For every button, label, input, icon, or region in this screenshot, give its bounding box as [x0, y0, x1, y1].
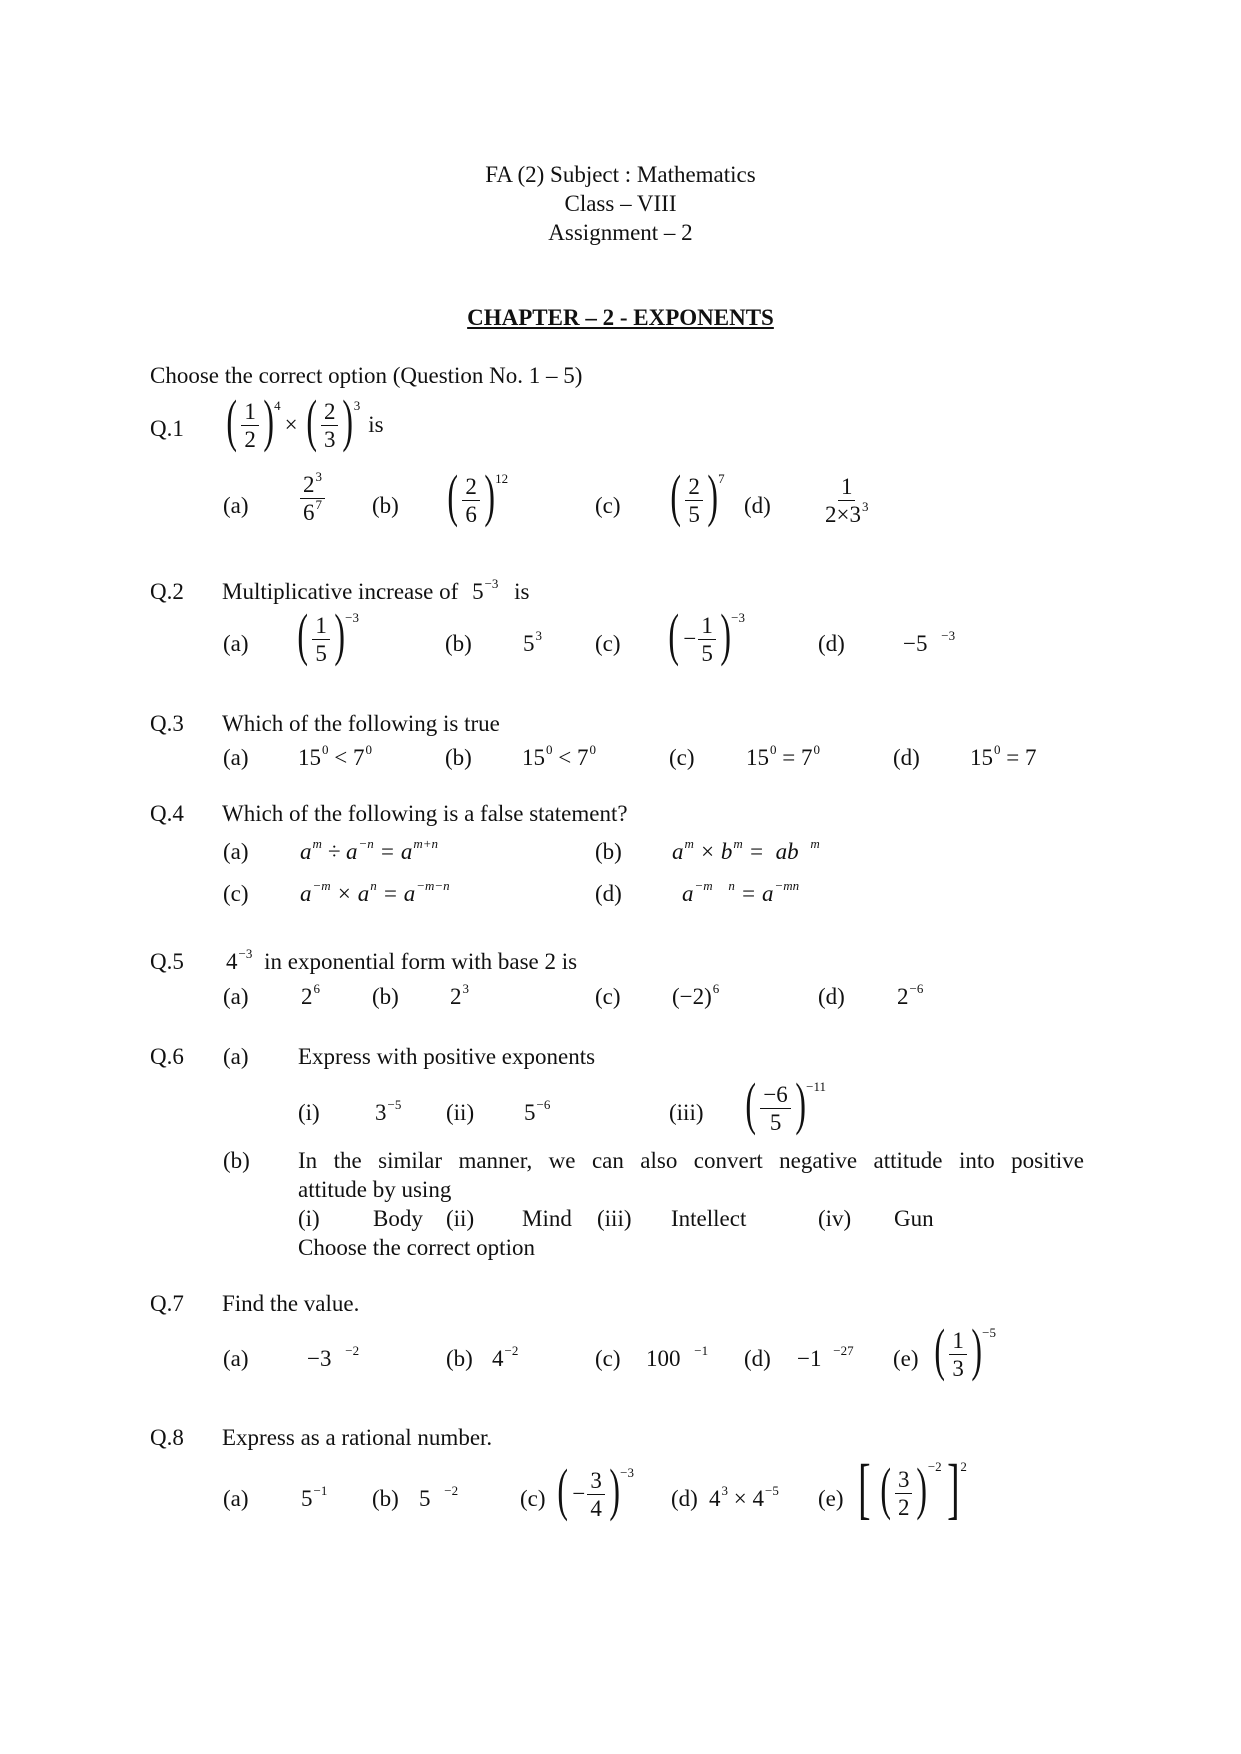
header-assignment: Assignment – 2: [548, 220, 693, 245]
q4-option-label: (b): [595, 839, 622, 864]
q6-option-text: Intellect: [671, 1206, 747, 1231]
q1-option-label: (b): [372, 493, 399, 518]
q5-option-label: (b): [372, 984, 399, 1009]
instruction: Choose the correct option (Question No. 1 – 5): [150, 363, 583, 388]
q3-option-a: $15^0 < 7^0$: [298, 742, 372, 770]
q6-option-text: Body: [373, 1206, 423, 1231]
q1-option-b: ( $\frac{2}{6}$ ) 12: [447, 463, 509, 528]
q5-option-b: $2^3$: [450, 981, 469, 1009]
q2-text: [222, 576, 530, 604]
q3-option-d: $15^0 = 7$: [970, 742, 1037, 770]
q6-sub-label: (iii): [669, 1100, 704, 1125]
q1-option-d: $\frac{1}{2\times 3^3}$: [825, 474, 869, 527]
q6-part-b-label: (b): [223, 1148, 250, 1173]
q8-text: Express as a rational number.: [222, 1425, 493, 1450]
q7-option-label: (a): [223, 1346, 249, 1371]
q4-option-label: (c): [223, 881, 249, 906]
q6-part-b-line2: attitude by using: [298, 1177, 452, 1202]
q8-option-e: [ ( $\frac{3}{2}$ ) −2 ] 2: [858, 1450, 967, 1526]
q2-suffix: is: [514, 579, 530, 604]
q6-option-label: (i): [298, 1206, 320, 1231]
q8-option-c: ( − $\frac{3}{4}$ ) −3: [557, 1457, 634, 1522]
q4-option-a: $a^m \div a^{-n} = a^{m+n}$: [300, 836, 438, 864]
q6-part-a-label: (a): [223, 1044, 249, 1069]
q8-option-label: (d): [671, 1486, 698, 1511]
q7-text: Find the value.: [222, 1291, 360, 1316]
q2-option-b: $5^3$: [523, 628, 542, 656]
q3-number: Q.3: [150, 711, 184, 736]
q7-option-label: (d): [744, 1346, 771, 1371]
q1-option-label: (c): [595, 493, 621, 518]
q4-option-label: (d): [595, 881, 622, 906]
q6-option-text: Mind: [522, 1206, 572, 1231]
q6-part-b-line1: In the similar manner, we can also convert negative attitude into positive: [298, 1148, 1084, 1173]
q5-option-d: $2^{-6}$: [897, 981, 924, 1009]
q6-option-label: (iii): [597, 1206, 632, 1231]
q2-exp: −3: [484, 576, 499, 591]
q7-number: Q.7: [150, 1291, 184, 1316]
q7-option-label: (c): [595, 1346, 621, 1371]
q4-option-b: $a^m \times b^m$ = ab $^m$: [672, 836, 820, 864]
q6-sub-label: (i): [298, 1100, 320, 1125]
q4-number: Q.4: [150, 801, 184, 826]
header-class: Class – VIII: [564, 191, 677, 216]
q6-sub-ii: $5^{-6}$: [524, 1097, 551, 1125]
q8-option-a: $5^{-1}$: [301, 1483, 328, 1511]
chapter-title: CHAPTER – 2 - EXPONENTS: [467, 305, 774, 330]
q6-choose: Choose the correct option: [298, 1235, 535, 1260]
q5-option-c: $(-2)^6$: [672, 981, 720, 1009]
q1-option-label: (d): [744, 493, 771, 518]
q3-option-c: $15^0 = 7^0$: [746, 742, 820, 770]
q1-expression: ( $\frac{1}{2}$ ) 4 × ( $\frac{2}{3}$ ) 3 is: [226, 388, 384, 453]
q7-option-c: 100 $^{-1}$: [646, 1343, 709, 1371]
q8-option-d: $4^3 \times 4^{-5}$: [709, 1483, 779, 1511]
q3-text: Which of the following is true: [222, 711, 500, 736]
q8-option-label: (e): [818, 1486, 844, 1511]
q2-option-label: (d): [818, 631, 845, 656]
q8-option-label: (c): [520, 1486, 546, 1511]
q5-option-label: (d): [818, 984, 845, 1009]
q2-option-a: ( $\frac{1}{5}$ ) −3: [297, 602, 359, 667]
q2-option-c: ( − $\frac{1}{5}$ ) −3: [668, 602, 745, 667]
q2-option-label: (c): [595, 631, 621, 656]
q6-sub-label: (ii): [446, 1100, 475, 1125]
q5-option-label: (a): [223, 984, 249, 1009]
q3-option-label: (d): [893, 745, 920, 770]
q3-option-b: $15^0 < 7^0$: [522, 742, 596, 770]
q4-option-c: $a^{-m} \times a^n = a^{-m-n}$: [300, 878, 450, 906]
q7-option-label: (e): [893, 1346, 919, 1371]
q7-option-d: −1 $^{-27}$: [797, 1343, 854, 1371]
q5-text: $4^{-3}$ in exponential form with base 2 is: [226, 946, 578, 974]
q2-base: 5: [472, 579, 484, 604]
q4-option-label: (a): [223, 839, 249, 864]
q2-text-body: Multiplicative increase of: [222, 579, 459, 604]
q6-sub-iii: ( $\frac{-6}{5}$ ) −11: [745, 1071, 826, 1136]
q8-option-label: (a): [223, 1486, 249, 1511]
q8-option-label: (b): [372, 1486, 399, 1511]
q8-option-b: 5 $^{-2}$: [419, 1483, 459, 1511]
q7-option-label: (b): [446, 1346, 473, 1371]
q7-option-b: $4^{-2}$: [492, 1343, 519, 1371]
q6-part-a-text: Express with positive exponents: [298, 1044, 596, 1069]
q2-number: Q.2: [150, 579, 184, 604]
q4-option-d: $a^{-m}$ $^n = a^{-mn}$: [682, 878, 800, 906]
q6-option-text: Gun: [894, 1206, 934, 1231]
q5-number: Q.5: [150, 949, 184, 974]
q5-option-a: $2^6$: [301, 981, 320, 1009]
q1-option-label: (a): [223, 493, 249, 518]
q2-option-label: (a): [223, 631, 249, 656]
q1-option-a: $\frac{2^3}{6^7}$: [300, 473, 325, 524]
q5-option-label: (c): [595, 984, 621, 1009]
q1-suffix: is: [368, 412, 384, 437]
q1-number: Q.1: [150, 416, 184, 441]
q6-number: Q.6: [150, 1044, 184, 1069]
header-title: FA (2) Subject : Mathematics: [485, 162, 756, 187]
q3-option-label: (a): [223, 745, 249, 770]
q3-option-label: (b): [445, 745, 472, 770]
q4-text: Which of the following is a false statement?: [222, 801, 628, 826]
q7-option-e: ( $\frac{1}{3}$ ) −5: [934, 1317, 996, 1382]
q7-option-a: −3 $^{-2}$: [307, 1343, 360, 1371]
q8-number: Q.8: [150, 1425, 184, 1450]
q1-option-c: ( $\frac{2}{5}$ ) 7: [670, 463, 725, 528]
q2-option-d: −5 $^{-3}$: [903, 628, 956, 656]
q6-option-label: (ii): [446, 1206, 475, 1231]
q6-option-label: (iv): [818, 1206, 852, 1231]
q6-sub-i: $3^{-5}$: [375, 1097, 402, 1125]
q3-option-label: (c): [669, 745, 695, 770]
q5-text-body: in exponential form with base 2 is: [264, 949, 578, 974]
q2-option-label: (b): [445, 631, 472, 656]
